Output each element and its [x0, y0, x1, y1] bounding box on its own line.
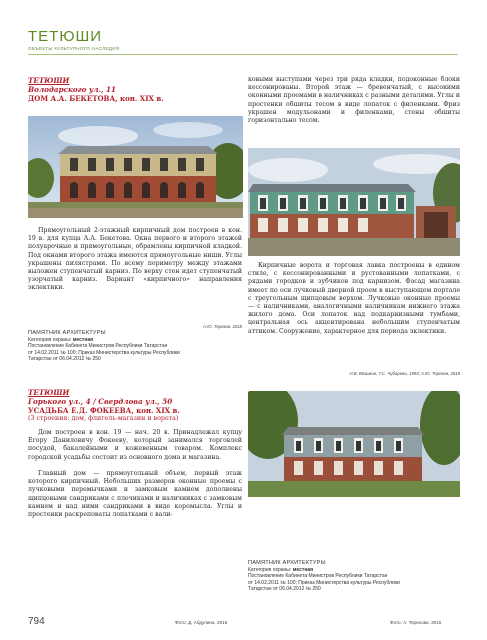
entry1-heading [28, 76, 243, 103]
entry2-composition: (3 строения: дом, флигель-магазин и ворота) [28, 415, 179, 422]
entry2-name: УСАДЬБА Е.Д. ФОКЕЕВА, кон. XIX в. [28, 406, 180, 415]
entry2-monument-info [248, 560, 460, 593]
entry1-text-right: ковыми выступами через три ряда кладки, подоконные блоки кессонированы. Второй этаж — бревенчатый, с высокими оконными проемами в наличниках с разными деталями. Углы и простенки обшиты тесом в виде лопаток с филенками. Фриз украшен модульонами и филенками, стены обшиты горизонтально тесом. [248, 76, 460, 125]
entry1-street: Володарского ул., 11 [28, 85, 117, 94]
gate-shop-author: Н.В. Вязьмин, Т.С. Чубарева, 1993; А.Ю. Терехов, 2018 [349, 371, 460, 376]
entry2-street: Горького ул., 4 / Свердлова ул., 50 [28, 397, 173, 406]
entry2-heading [28, 388, 243, 424]
entry2-meta-title: ПАМЯТНИК АРХИТЕКТУРЫ [248, 560, 326, 566]
entry1-name: ДОМ А.А. БЕКЕТОВА, кон. XIX в. [28, 94, 164, 103]
entry2-text-2: Главный дом — прямоугольный объем, первый этаж которого кирпичный. Небольших размеров оконные проемы с лучковыми перемычками и замковым камнем дополнены щипцовыми сандриками с плечиками и наличниках с замковым камнем и над ними сандриками в виде коромысла. Углы и простенки раскреповаты лопатками с вали- [28, 470, 242, 519]
entry2-meta-category: местная [292, 566, 314, 573]
entry1-author: А.Ю. Терехов, 2018 [203, 324, 242, 329]
section-subtitle: ОБЪЕКТЫ КУЛЬТУРНОГО НАСЛЕДИЯ [28, 46, 120, 51]
entry1-text-left: Прямоугольный 2-этажный кирпичный дом построен в кон. 19 в. для купца А.А. Бекетова. Окна первого и второго этажей полуарочные и прямоугольные, обрамлены кирпичной кладкой. Под окнами второго этажа имеются прямоугольные ниши. Углы украшены пилястрами. По всему периметру между этажами выложен ступенчатый карниз. По верху стен идет ступенчатый узорчатый карниз. Вариант «кирпичного» направления эклектики. [28, 227, 242, 292]
page-number: 794 [28, 616, 45, 627]
entry1-meta-line2: от 14.02.2011 № 100; Приказ Министерства культуры Республики [28, 349, 180, 356]
entry2-meta-line3: Татарстан от 06.04.2012 № 250 [248, 586, 321, 593]
entry1-meta-title: ПАМЯТНИК АРХИТЕКТУРЫ [28, 330, 106, 336]
photo-credit-right: Фото: А. Терехова, 2015 [390, 620, 442, 625]
photo-credit-left: Фото: Д. Абдулина, 2015 [175, 620, 228, 625]
entry1-monument-info [28, 330, 242, 363]
entry2-meta-line2: от 14.02.2011 № 100; Приказ Министерства культуры Республики [248, 579, 400, 586]
entry1-meta-line1: Постановление Кабинета Министров Республики Татарстан [28, 343, 168, 350]
entry1-meta-category: местная [72, 336, 94, 343]
photo-fokeev-estate-front [248, 148, 460, 256]
entry1-city: ТЕТЮШИ [28, 76, 70, 85]
gate-shop-text: Кирпичные ворота и торговая лавка построены в едином стиле, с кессонированными и рустованными лопатками, с рядами городков и зубчиков под карнизом. Фасад магазина имеет по оси лучковый дверной проем в выступающем портале с треугольным щипцовым верхом. Лучковые оконные проемы — с наличниками, аналогичными наличникам нижнего этажа жилого дома. Оси лопаток над подкарнизными тумбами, центральная ось акцентирована небольшим ступенчатым аттиком. Сооружение, характерное для периода эклектики. [248, 262, 460, 335]
entry2-city: ТЕТЮШИ [28, 388, 70, 397]
entry2-text: Дом построен в кон. 19 — нач. 20 в. Принадлежал купцу Егору Даниловичу Фокееву, который занимался торговлей посудой, бакалейными и кожевенным товаром. Комплекс городской усадьбы состоит из основного дома и магазина. [28, 429, 242, 461]
entry2-meta-category-label: Категория охраны: [248, 566, 292, 573]
entry1-meta-category-label: Категория охраны: [28, 336, 72, 343]
entry1-meta-line3: Татарстан от 06.04.2012 № 250 [28, 356, 101, 363]
section-title: ТЕТЮШИ [28, 28, 103, 45]
photo-fokeev-estate-corner [248, 391, 460, 497]
header-divider [28, 54, 458, 55]
entry2-meta-line1: Постановление Кабинета Министров Республики Татарстан [248, 573, 388, 580]
photo-beketov-house [28, 116, 243, 218]
